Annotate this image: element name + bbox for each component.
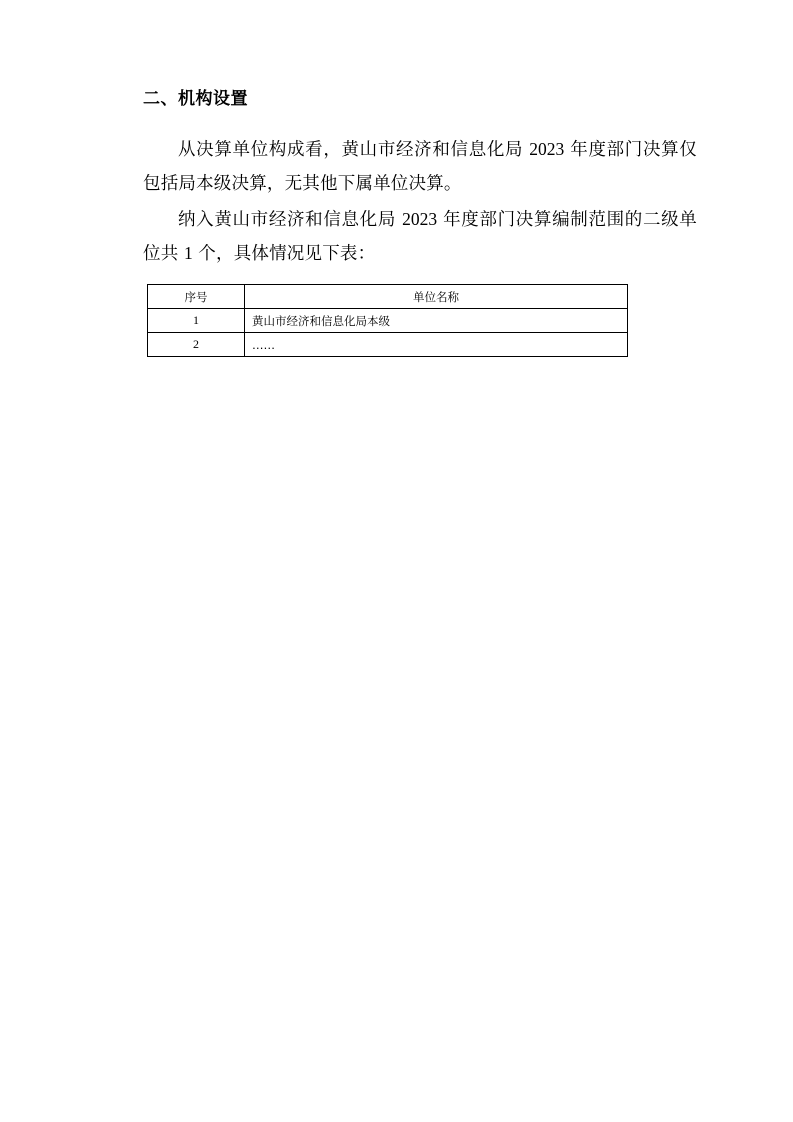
inline-number: 2023 — [402, 209, 438, 230]
column-header-unit-name: 单位名称 — [245, 285, 628, 309]
unit-table — [147, 284, 628, 357]
inline-number: 1 — [183, 243, 193, 264]
unit-table-container — [147, 284, 697, 357]
inline-number: 2023 — [529, 138, 565, 159]
cell-unit-name: 黄山市经济和信息化局本级 — [245, 309, 628, 333]
table-header-row — [148, 285, 628, 309]
paragraph-included-secondary-units: 纳入黄山市经济和信息化局 2023 年度部门决算编制范围的二级单位共 1 个，具体情况见下表： — [143, 209, 697, 264]
unit-table-head — [148, 285, 628, 309]
cell-sequence: 1 — [148, 309, 245, 333]
cell-sequence: 2 — [148, 333, 245, 357]
paragraph-decision-unit-composition: 从决算单位构成看，黄山市经济和信息化局 2023 年度部门决算仅包括局本级决算，无其他下属单位决算。 — [143, 138, 698, 193]
table-row — [148, 309, 628, 333]
page-title: 二、机构设置 — [143, 89, 248, 109]
cell-unit-name: …… — [245, 333, 628, 357]
unit-table-body — [148, 309, 628, 357]
column-header-sequence: 序号 — [148, 285, 245, 309]
table-row — [148, 333, 628, 357]
